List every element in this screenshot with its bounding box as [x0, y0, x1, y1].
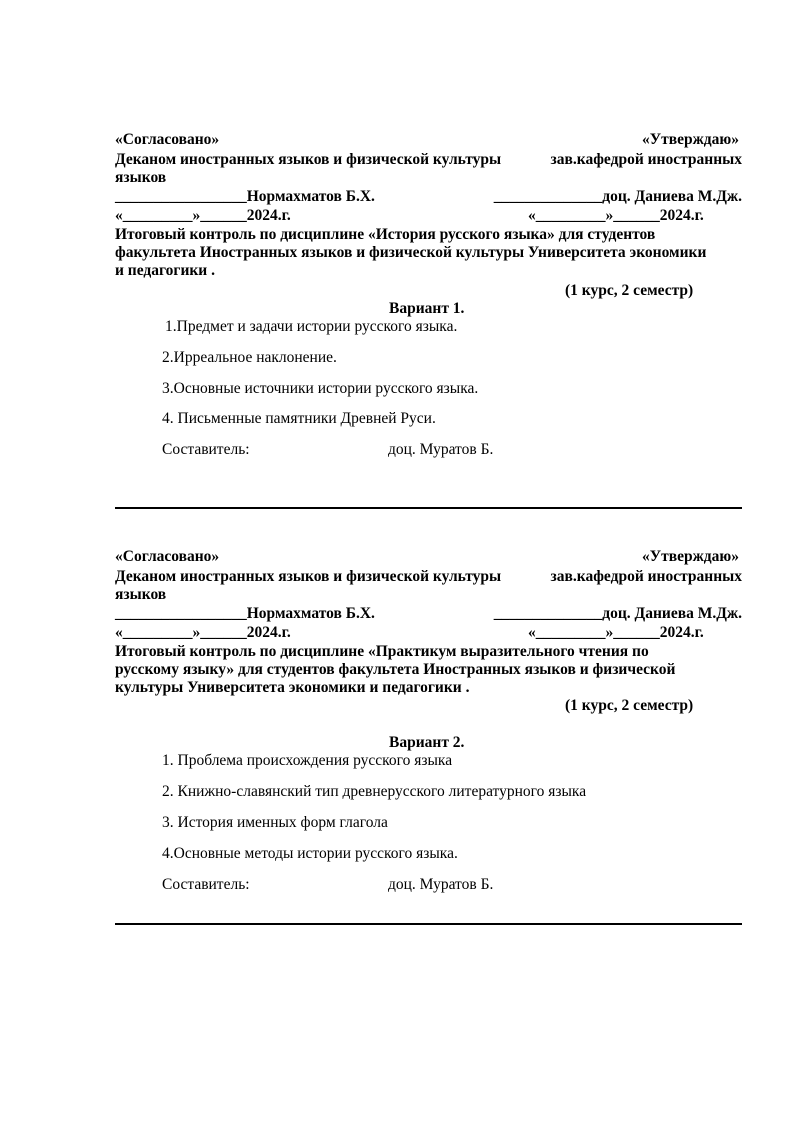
question-3: 3. История именных форм глагола	[162, 814, 388, 831]
date-left: «_________»______2024.г.	[115, 207, 291, 224]
composer-label: Составитель:	[162, 441, 250, 458]
question-4: 4.Основные методы истории русского языка.	[162, 845, 458, 862]
head-dept-continuation: языков	[115, 586, 167, 603]
approve-label: «Утверждаю»	[641, 548, 739, 565]
signer-right: ______________доц. Даниева М.Дж.	[493, 605, 742, 622]
signer-right: ______________доц. Даниева М.Дж.	[493, 188, 742, 205]
separator-line	[115, 507, 742, 509]
course-label: (1 курс, 2 семестр)	[565, 697, 694, 714]
title-line-2: русскому языку» для студентов факультета Иностранных языков и физической	[115, 661, 676, 678]
question-3: 3.Основные источники истории русского языка.	[162, 380, 479, 397]
agreed-label: «Согласовано»	[115, 548, 220, 565]
question-1: 1. Проблема происхождения русского языка	[162, 752, 453, 769]
head-dept-line: зав.кафедрой иностранных	[550, 568, 742, 585]
composer-label: Составитель:	[162, 876, 250, 893]
variant-title: Вариант 2.	[389, 734, 465, 751]
variant-title: Вариант 1.	[389, 300, 465, 317]
title-line-3: культуры Университета экономики и педагогики .	[115, 679, 470, 696]
head-dept-continuation: языков	[115, 169, 167, 186]
head-dept-line: зав.кафедрой иностранных	[550, 151, 742, 168]
date-right: «_________»______2024.г.	[528, 624, 704, 641]
approve-label: «Утверждаю»	[641, 131, 739, 148]
composer-name: доц. Муратов Б.	[388, 876, 494, 893]
signer-left: _________________Нормахматов Б.Х.	[115, 188, 375, 205]
agreed-label: «Согласовано»	[115, 131, 220, 148]
course-label: (1 курс, 2 семестр)	[565, 282, 694, 299]
date-left: «_________»______2024.г.	[115, 624, 291, 641]
title-line-2: факультета Иностранных языков и физической культуры Университета экономики	[115, 244, 707, 261]
title-line-1: Итоговый контроль по дисциплине «История русского языка» для студентов	[115, 226, 656, 243]
composer-name: доц. Муратов Б.	[388, 441, 494, 458]
question-4: 4. Письменные памятники Древней Руси.	[162, 410, 436, 427]
separator-line	[115, 923, 742, 925]
dean-line: Деканом иностранных языков и физической культуры	[115, 568, 502, 585]
dean-line: Деканом иностранных языков и физической культуры	[115, 151, 502, 168]
question-2: 2.Ирреальное наклонение.	[162, 349, 337, 366]
date-right: «_________»______2024.г.	[528, 207, 704, 224]
question-2: 2. Книжно-славянский тип древнерусского литературного языка	[162, 783, 587, 800]
title-line-1: Итоговый контроль по дисциплине «Практикум выразительного чтения по	[115, 643, 649, 660]
question-1: 1.Предмет и задачи истории русского языка.	[165, 318, 458, 335]
title-line-3: и педагогики .	[115, 262, 215, 279]
signer-left: _________________Нормахматов Б.Х.	[115, 605, 375, 622]
